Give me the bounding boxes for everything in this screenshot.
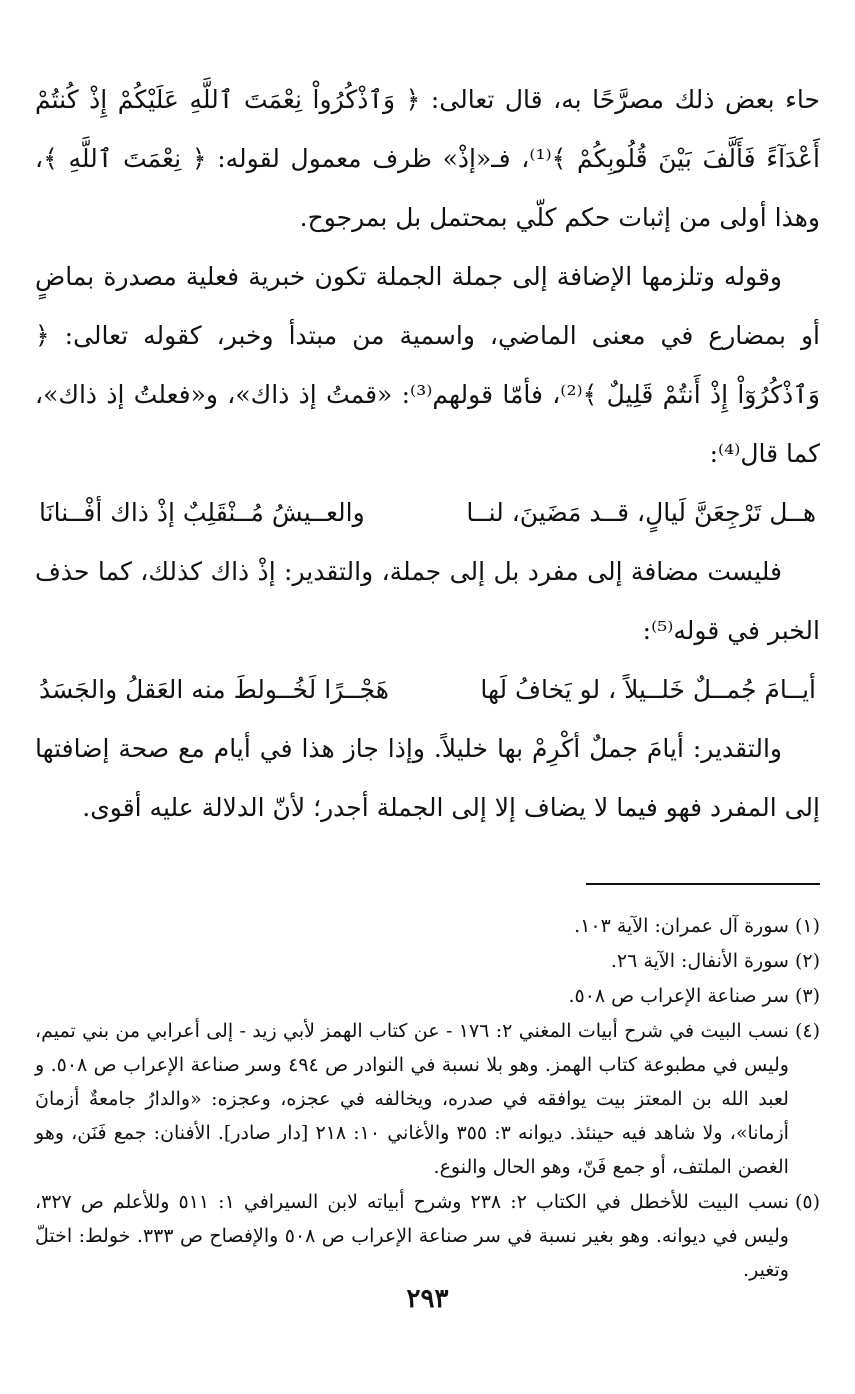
paragraph-1: حاء بعض ذلك مصرَّحًا به، قال تعالى: ﴿ وَٱذْكُرُواْ نِعْمَتَ ٱللَّهِ عَلَيْكُمْ إِذْ كُنتُمْ أَعْدَآءً فَأَلَّفَ بَيْنَ قُلُوبِكُمْ ﴾⁽¹⁾، فـ«إذْ» ظرف معمول لقوله: ﴿ نِعْمَتَ ٱللَّهِ ﴾، وهذا أولى من إثبات حكم كلّي بمحتمل بل بمرجوح. [35,85,820,232]
page-number: ٢٩٣ [406,1284,449,1314]
footnote-text: سورة الأنفال: الآية ٢٦. [610,950,789,972]
footnote-separator [586,883,820,885]
main-text-end [35,719,820,837]
footnote-2 [35,944,820,978]
footnote-text: نسب البيت للأخطل في الكتاب ٢: ٢٣٨ وشرح أبياته لابن السيرافي ١: ٥١١ وللأعلم ص ٣٢٧، وليس في ديوانه. وهو بغير نسبة في سر صناعة الإعراب ص ٥٠٨ والإفصاح ص ٣٣٣. خولط: اختلّ وتغير. [35,1191,789,1281]
footnote-text: سورة آل عمران: الآية ١٠٣. [574,915,789,937]
verse-1 [35,483,820,542]
paragraph-4: والتقدير: أيامَ جملٌ أكْرِمْ بها خليلاً. وإذا جاز هذا في أيام مع صحة إضافتها إلى المفرد فهو فيما لا يضاف إلا إلى الجملة أجدر؛ لأنّ الدلالة عليه أقوى. [35,734,820,822]
paragraph-3: فليست مضافة إلى مفرد بل إلى جملة، والتقدير: إذْ ذاك كذلك، كما حذف الخبر في قوله⁽⁵⁾: [35,557,820,645]
verse-1-second-hemistich: والعــيشُ مُــنْقَلِبٌ إذْ ذاك أفْــنانَا [39,498,365,527]
footnote-number: (٤) [794,1020,820,1042]
footnote-number: (٢) [794,950,820,972]
main-text [35,70,820,483]
footnote-5 [35,1185,820,1287]
footnote-text: نسب البيت في شرح أبيات المغني ٢: ١٧٦ - عن كتاب الهمز لأبي زيد - إلى أعرابي من بني تميم، وليس في مطبوعة كتاب الهمز. وهو بلا نسبة في النوادر ص ٤٩٤ وسر صناعة الإعراب ص ٥٠٨. و لعبد الله بن المعتز بيت يوافقه في صدره، ويخالفه في عجزه، وعجزه: «والدارُ جامعةٌ أزمانَ أزمانا»، ولا شاهد فيه حينئذ. ديوانه ٣: ٣٥٥ والأغاني ١٠: ٢١٨ [دار صادر]. الأفنان: جمع فَنَن، وهو الغصن الملتف، أو جمع فَنّ، وهو الحال والنوع. [35,1020,789,1178]
footnote-number: (١) [794,915,820,937]
footnote-number: (٥) [794,1191,820,1213]
footnote-1 [35,909,820,943]
footnote-text: سر صناعة الإعراب ص ٥٠٨. [568,985,789,1007]
verse-2 [35,660,820,719]
footnote-number: (٣) [794,985,820,1007]
footnote-3 [35,979,820,1013]
footnote-4 [35,1014,820,1184]
verse-2-second-hemistich: هَجْــرًا لَخُــولطَ منه العَقلُ والجَسَدُ [39,675,389,704]
main-text-continued [35,542,820,660]
verse-2-first-hemistich: أيــامَ جُمــلٌ خَلــيلاً ، لو يَخافُ لَها [480,675,816,704]
paragraph-2: وقوله وتلزمها الإضافة إلى جملة الجملة تكون خبرية فعلية مصدرة بماضٍ أو بمضارع في معنى الماضي، واسمية من مبتدأ وخبر، كقوله تعالى: ﴿ وَٱذْكُرُوٓاْ إِذْ أَنتُمْ قَلِيلٌ ﴾⁽²⁾، فأمّا قولهم⁽³⁾: «قمتُ إذ ذاك»، و«فعلتُ إذ ذاك»، كما قال⁽⁴⁾: [35,262,820,468]
footnotes [35,909,820,1287]
verse-1-first-hemistich: هــل تَرْجِعَنَّ لَيالٍ، قــد مَضَينَ، لنــا [466,498,816,527]
